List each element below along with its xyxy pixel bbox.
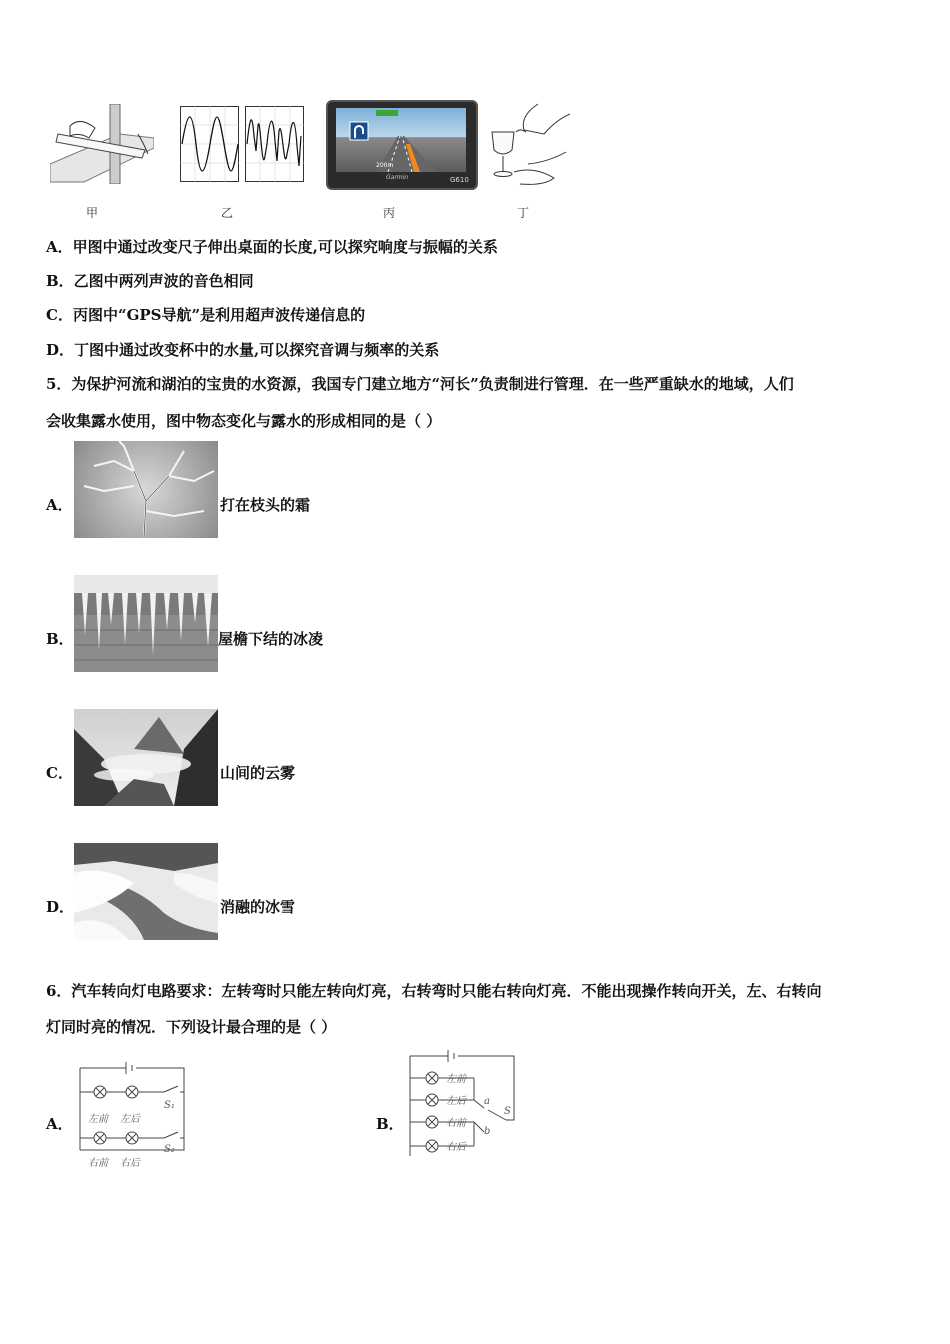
road-lanes-illustration — [336, 108, 466, 172]
q6-option-a-label: A． — [46, 1115, 73, 1133]
gps-status-text: 200m — [376, 162, 394, 169]
q5-option-b-label: B． — [46, 630, 74, 648]
circuit-a-lamp-right-rear: 右后 — [120, 1158, 140, 1168]
frost-branch-photo — [74, 441, 218, 538]
circuit-a-lamp-left-front: 左前 — [88, 1114, 108, 1125]
circuit-b-contact-b: b — [484, 1126, 491, 1137]
figure-jia-ruler — [50, 104, 154, 184]
q5-option-d-label: D． — [46, 898, 75, 916]
circuit-b-lamp-right-rear: 右后 — [446, 1142, 466, 1153]
q6-option-b-label: B． — [376, 1115, 404, 1133]
melting-snow-photo — [74, 843, 218, 940]
circuit-b-lamp-left-rear: 左后 — [446, 1096, 466, 1107]
q4-option-c: C．丙图中“GPS导航”是利用超声波传递信息的 — [46, 306, 366, 324]
caption-yi: 乙 — [221, 206, 234, 220]
q6-stem-line-1: 6．汽车转向灯电路要求：左转弯时只能左转向灯亮，右转弯时只能右转向灯亮．不能出现操作转向开关，左、右转向 — [46, 982, 822, 1000]
gps-model: G610 — [450, 176, 469, 184]
q5-option-a-text: 打在枝头的霜 — [220, 496, 311, 514]
caption-bing: 丙 — [383, 206, 396, 220]
circuit-b-switch-s: S — [504, 1106, 511, 1117]
circuit-a-diagram — [74, 1052, 192, 1168]
q5-stem-line-2: 会收集露水使用，图中物态变化与露水的形成相同的是（ ） — [46, 412, 442, 430]
q4-option-b: B．乙图中两列声波的音色相同 — [46, 272, 254, 290]
mountain-mist-photo — [74, 709, 218, 806]
wine-glass-hand-illustration — [488, 102, 570, 186]
circuit-b-lamp-left-front: 左前 — [446, 1074, 466, 1085]
circuit-a-switch-s2: S₂ — [164, 1144, 175, 1155]
figure-ding-glass — [488, 102, 570, 186]
q5-option-b-text: 屋檐下结的冰凌 — [218, 630, 324, 648]
q5-stem-line-1: 5．为保护河流和湖泊的宝贵的水资源，我国专门建立地方“河长”负责制进行管理．在一些严重缺水的地域，人们 — [46, 375, 794, 393]
caption-ding: 丁 — [517, 206, 530, 220]
icicles-eaves-illustration — [74, 575, 218, 672]
icicles-photo — [74, 575, 218, 672]
q4-option-d: D．丁图中通过改变杯中的水量,可以探究音调与频率的关系 — [46, 341, 440, 359]
figure-yi-waveforms — [180, 106, 305, 182]
circuit-b-contact-a: a — [484, 1096, 490, 1107]
circuit-b-lamp-right-front: 右前 — [446, 1118, 466, 1129]
mountain-valley-illustration — [74, 709, 218, 806]
circuit-a-lamp-right-front: 右前 — [88, 1158, 108, 1168]
q6-stem-line-2: 灯同时亮的情况．下列设计最合理的是（ ） — [46, 1018, 337, 1036]
frost-branch-illustration — [74, 441, 218, 538]
ruler-on-table-illustration — [50, 104, 154, 184]
gps-brand: Garmin — [386, 174, 409, 181]
q5-option-c-text: 山间的云雾 — [220, 764, 296, 782]
caption-jia: 甲 — [86, 206, 99, 220]
q5-option-a-label: A． — [46, 496, 73, 514]
q4-option-a: A．甲图中通过改变尺子伸出桌面的长度,可以探究响度与振幅的关系 — [46, 238, 498, 256]
figure-bing-gps — [326, 100, 478, 190]
melting-snow-stream-illustration — [74, 843, 218, 940]
gps-screen — [336, 108, 466, 172]
q5-option-c-label: C． — [46, 764, 73, 782]
sound-waveform-illustration — [180, 106, 305, 182]
circuit-b-diagram — [404, 1046, 522, 1168]
circuit-a-switch-s1: S₁ — [164, 1100, 175, 1111]
q5-option-d-text: 消融的冰雪 — [220, 898, 296, 916]
circuit-a-lamp-left-rear: 左后 — [120, 1114, 140, 1125]
